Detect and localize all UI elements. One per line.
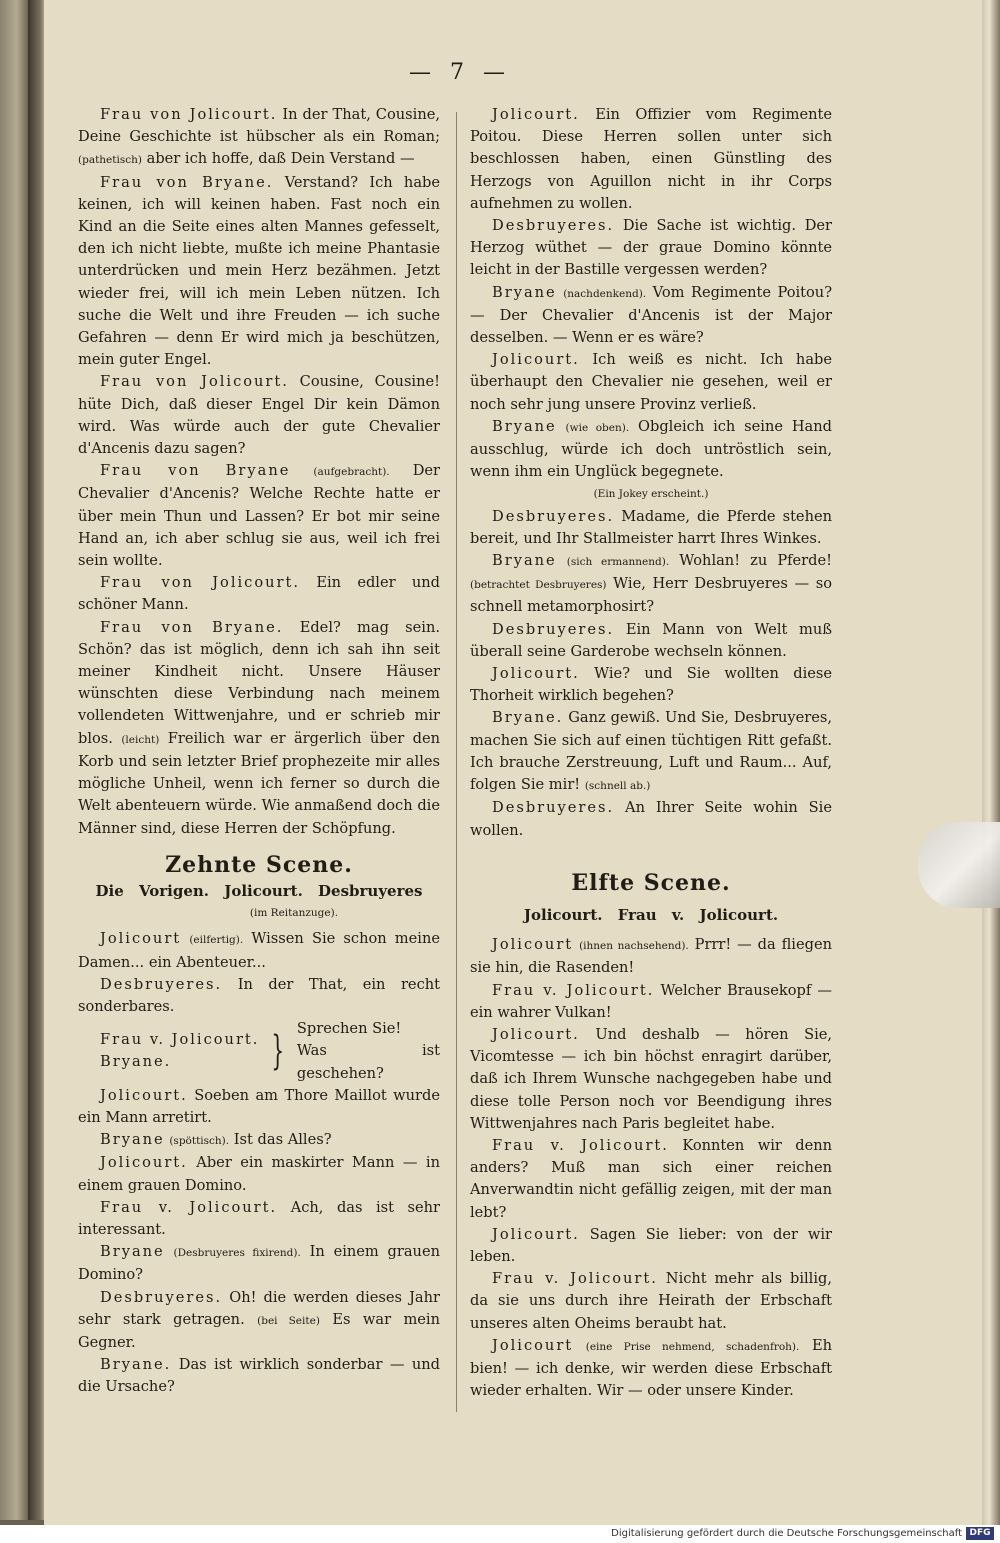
speech-text: Nicht mehr als billig, da sie uns durch ihre Heirath der Erbschaft unseres alten Oheims beraubt hat.	[470, 1270, 832, 1332]
brace-glyph: }	[271, 1028, 285, 1075]
stage-direction-centered: (Ein Jokey erscheint.)	[593, 488, 709, 501]
speaker: Bryane.	[100, 1356, 172, 1374]
scan-reference-tab	[918, 822, 1000, 908]
speaker: Desbruyeres.	[492, 507, 615, 525]
speaker: Frau v. Jolicourt.	[492, 1136, 669, 1154]
speaker: Frau v. Jolicourt.	[492, 981, 655, 999]
speech-text: In einem grauen Domino?	[78, 1243, 440, 1284]
speaker: Bryane	[492, 417, 557, 435]
stage-direction: (schnell ab.)	[584, 780, 651, 793]
speech	[78, 371, 440, 460]
speech	[78, 1287, 440, 1355]
speech-text: Aber ein maskirter Mann — in einem grauen Domino.	[78, 1154, 440, 1194]
speech	[470, 282, 832, 350]
speech-text: Wissen Sie schon meine Damen... ein Abenteuer...	[78, 930, 440, 971]
speaker: Jolicourt.	[492, 1025, 580, 1043]
stage-direction: (ihnen nachsehend).	[579, 940, 689, 953]
speech-text: Oh! die werden dieses Jahr sehr stark getragen.	[78, 1288, 440, 1328]
speech	[470, 934, 832, 979]
speaker: Jolicourt.	[100, 1154, 188, 1172]
speaker: Bryane	[100, 1243, 165, 1261]
stage-direction: (wie oben).	[565, 421, 630, 434]
speech	[470, 215, 832, 282]
speech	[470, 1024, 832, 1135]
speaker: Frau von Bryane	[100, 462, 291, 480]
speech	[470, 506, 832, 550]
speaker: Bryane.	[100, 1053, 172, 1071]
stage-direction: (sich ermannend).	[566, 556, 670, 569]
speech	[470, 1268, 832, 1335]
speech	[78, 572, 440, 616]
scene-characters: Jolicourt. Frau v. Jolicourt.	[523, 905, 779, 924]
speech-text: Cousine, Cousine! hüte Dich, daß dieser Engel Dir kein Dämon wird. Was würde auch der gute Chevalier d'Ancenis dazu sagen?	[78, 373, 440, 458]
speech-text: Es war mein Gegner.	[78, 1310, 440, 1351]
dual-lines	[297, 1018, 440, 1085]
speaker: Jolicourt.	[100, 1086, 188, 1104]
speech-text: Ein Mann von Welt muß überall seine Garderobe wechseln können.	[470, 620, 832, 660]
speech	[78, 1197, 440, 1241]
speech-text: Vom Regimente Poitou? — Der Chevalier d'Ancenis ist der Major desselben. — Wenn er es wäre?	[470, 283, 833, 347]
dual-speakers	[78, 1029, 259, 1073]
column-rule	[456, 112, 457, 1412]
speaker: Jolicourt.	[492, 1225, 580, 1243]
stage-direction: (leicht)	[121, 733, 160, 746]
speech-text: Ein edler und schöner Mann.	[78, 574, 440, 614]
page-edge	[982, 0, 1000, 1525]
facing-page-edge	[0, 0, 28, 1520]
speech	[470, 980, 832, 1024]
speaker: Bryane	[492, 552, 557, 570]
simultaneous-speech	[78, 1018, 440, 1085]
speaker: Bryane	[492, 283, 557, 301]
speech-text: Welcher Brausekopf — ein wahrer Vulkan!	[470, 981, 832, 1021]
speech-text: Edel? mag sein. Schön? das ist möglich, denn ich sah ihn seit meiner Kindheit nicht. Unsere Häuser wünschten diese Verbindung nach meinem vollendeten Wittwenjahre, und er schrieb mir blos.	[78, 618, 441, 747]
dfg-logo: DFG	[966, 1527, 994, 1540]
speaker: Jolicourt.	[492, 665, 580, 683]
speech-text: In der That, Cousine, Deine Geschichte ist hübscher als ein Roman;	[78, 106, 440, 146]
stage-direction: (nachdenkend).	[563, 287, 647, 300]
speech	[78, 172, 440, 372]
speech	[78, 1354, 440, 1398]
speech-text: Prrr! — da fliegen sie hin, die Rasenden!	[470, 936, 832, 977]
speech-text: Das ist wirklich sonderbar — und die Ursache?	[78, 1356, 441, 1396]
speaker: Desbruyeres.	[492, 217, 615, 235]
stage-direction: (eilfertig).	[189, 934, 244, 947]
speech	[470, 349, 832, 416]
speech	[78, 1152, 440, 1196]
scene-characters-direction: (im Reitanzuge).	[249, 907, 339, 920]
speech	[470, 663, 832, 707]
funding-note: Digitalisierung gefördert durch die Deutsche Forschungsgemeinschaft	[611, 1528, 962, 1539]
speech-text: Madame, die Pferde stehen bereit, und Ihr Stallmeister harrt Ihres Winkes.	[470, 507, 833, 547]
page-number: — 7 —	[409, 60, 511, 85]
speech	[470, 1224, 832, 1268]
speech-text: Ich weiß es nicht. Ich habe überhaupt den Chevalier nie gesehen, weil er noch sehr jung unsere Provinz verließ.	[470, 351, 832, 413]
stage-direction: (bei Seite)	[257, 1314, 320, 1327]
speech-text: Die Sache ist wichtig. Der Herzog wüthet — der graue Domino könnte leicht in der Bastille vergessen werden?	[470, 217, 833, 279]
speaker: Frau von Jolicourt.	[100, 373, 289, 391]
speech	[78, 1241, 440, 1286]
speech	[470, 550, 832, 619]
speech-text: Obgleich ich seine Hand ausschlug, würde ich doch untröstlich sein, wenn ihm ein Unglück begegnete.	[470, 417, 832, 481]
speech	[78, 617, 440, 840]
speaker: Bryane	[100, 1131, 165, 1149]
speech-text: Ist das Alles?	[233, 1131, 332, 1149]
speech-text: Verstand? Ich habe keinen, ich will keinen haben. Fast noch ein Kind an die Seite eines alten Mannes gefesselt, den ich nicht liebte, mußte ich meine Phantasie unterdrücken und mein Herz bezähmen. Jetzt wieder frei, will ich mein Leben nützen. Ich suche die Welt und ihre Freuden — ich suche Gefahren — denn Er wird mich ja beschützen, mein guter Engel.	[78, 173, 441, 369]
speech	[78, 928, 440, 973]
right-column	[470, 104, 832, 1402]
speech-text: Ein Offizier vom Regimente Poitou. Diese Herren sollen unter sich beschlossen haben, einen Günstling des Herzogs von Aguillon nicht in ihr Corps aufnehmen zu wollen.	[470, 106, 832, 212]
speaker: Frau v. Jolicourt.	[100, 1198, 278, 1216]
speech-text: Wie, Herr Desbruyeres — so schnell metamorphosirt?	[470, 575, 832, 616]
speaker: Jolicourt.	[492, 106, 580, 123]
speaker: Desbruyeres.	[100, 1288, 223, 1306]
speech	[78, 1085, 440, 1129]
speaker: Jolicourt	[492, 1336, 574, 1354]
speech	[470, 619, 832, 663]
speaker: Frau von Jolicourt.	[100, 106, 278, 123]
left-column	[78, 104, 440, 1399]
speaker: Desbruyeres.	[100, 975, 223, 993]
speech-text: Wohlan! zu Pferde!	[679, 552, 833, 570]
speech-text: An Ihrer Seite wohin Sie wollen.	[470, 799, 832, 839]
speech-text: Sprechen Sie!	[296, 1020, 402, 1038]
speech-text: Freilich war er ärgerlich über den Korb und sein letzter Brief prophezeite mir alles mögliche Unheil, wenn ich ferner so durch die Welt abenteuern würde. Wie anmaßend doch die Männer sind, diese Herren der Schöpfung.	[78, 729, 441, 837]
speech	[470, 1135, 832, 1224]
speech-text: aber ich hoffe, daß Dein Verstand —	[146, 150, 415, 168]
speech	[78, 1129, 440, 1152]
stage-direction: (betrachtet Desbruyeres)	[470, 579, 607, 592]
speaker: Jolicourt	[492, 936, 574, 954]
speaker: Frau von Bryane.	[100, 618, 284, 636]
speech-text: In der That, ein recht sonderbares.	[78, 975, 441, 1015]
stage-direction: (pathetisch)	[78, 154, 142, 167]
speaker: Frau von Jolicourt.	[100, 574, 301, 592]
speech	[470, 1335, 832, 1403]
speaker: Frau von Bryane.	[100, 173, 274, 191]
speech-text: Der Chevalier d'Ancenis? Welche Rechte hatte er über mein Thun und Lassen? Er bot mir seine Hand an, ich aber schlug sie aus, weil ich frei sein wollte.	[78, 462, 441, 570]
speech	[78, 104, 440, 172]
speaker: Bryane.	[492, 709, 564, 727]
speech-text: Wie? und Sie wollten diese Thorheit wirklich begehen?	[470, 665, 833, 705]
stage-direction: (eine Prise nehmend, schadenfroh).	[585, 1340, 800, 1353]
speech	[470, 797, 832, 841]
speaker: Desbruyeres.	[492, 620, 615, 638]
speech-text: Was ist geschehen?	[296, 1042, 440, 1082]
speech	[78, 974, 440, 1018]
speaker: Desbruyeres.	[492, 799, 615, 817]
speech-text: Konnten wir denn anders? Muß man sich einer reichen Anverwandtin nicht gefällig zeigen, mit der man lebt?	[470, 1136, 833, 1221]
speech-text: Eh bien! — ich denke, wir werden diese Erbschaft wieder erhalten. Wir — oder unsere Kinder.	[470, 1336, 833, 1400]
speech	[470, 416, 832, 484]
scene-title: Elfte Scene.	[571, 869, 731, 896]
speech	[78, 460, 440, 572]
speaker: Jolicourt.	[492, 351, 580, 369]
speech-text: Soeben am Thore Maillot wurde ein Mann arretirt.	[78, 1086, 440, 1126]
speaker: Frau v. Jolicourt.	[100, 1031, 260, 1049]
stage-direction: (Desbruyeres fixirend).	[173, 1247, 301, 1260]
speech-text: Und deshalb — hören Sie, Vicomtesse — ich bin höchst enragirt darüber, daß ich Ihrem Wunsche nachgegeben habe und diese tolle Person noch vor Beendigung ihres Wittwenjahres nach Paris begleitet habe.	[470, 1025, 833, 1132]
speech	[470, 104, 832, 215]
speech-text: Ach, das ist sehr interessant.	[78, 1198, 440, 1238]
scene-characters: Die Vorigen. Jolicourt. Desbruyeres	[95, 881, 423, 900]
speech	[470, 707, 832, 797]
speech-text: Sagen Sie lieber: von der wir leben.	[470, 1225, 833, 1265]
scene-title: Zehnte Scene.	[165, 851, 353, 878]
speech-text: Ganz gewiß. Und Sie, Desbruyeres, machen Sie sich auf einen tüchtigen Ritt gefaßt. Ich brauche Zerstreuung, Luft und Raum... Auf, folgen Sie mir!	[470, 709, 832, 794]
stage-direction: (aufgebracht).	[313, 466, 390, 479]
stage-direction: (spöttisch).	[169, 1135, 230, 1148]
speaker: Frau v. Jolicourt.	[492, 1270, 658, 1288]
footer-bar	[0, 1525, 1000, 1543]
speaker: Jolicourt	[100, 930, 182, 948]
